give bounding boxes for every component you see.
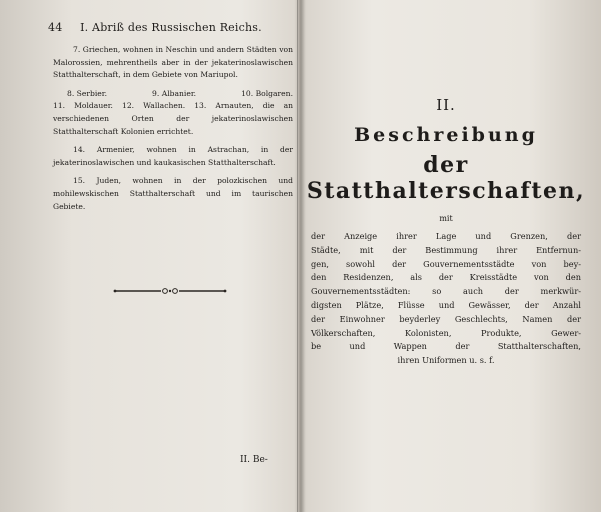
- description-line: gen, sowohl der Gouvernementsstädte von bey-: [311, 258, 581, 269]
- section-title-block: [301, 96, 591, 223]
- entry-11-13: 11. Moldauer. 12. Wallachen. 13. Arnauten, die an verschiedenen Orten der jekaterinoslawischen Statthalterschaft Kolonien errichtet.: [53, 101, 293, 136]
- title-line-2: der Statthalterschaften,: [306, 152, 586, 204]
- entry-9: 9. Albanier.: [152, 88, 197, 98]
- ornament-rule-icon: [113, 287, 227, 295]
- entry-8: 8. Serbier.: [67, 88, 107, 98]
- description-line: Gouvernementsstädten: so auch der merkwür-: [311, 286, 581, 297]
- entry-10: 10. Bolgaren.: [241, 88, 293, 98]
- running-header: [48, 21, 288, 34]
- left-page: [0, 0, 300, 512]
- entry-list: [53, 44, 293, 219]
- description-line: ihren Uniformen u. s. f.: [397, 355, 495, 366]
- catchword: II. Be-: [240, 455, 268, 465]
- entry-14: 14. Armenier, wohnen in Astrachan, in der jekaterinoslawischen und kaukasischen Statthalterschaft.: [53, 145, 293, 167]
- description-line: den Residenzen, als der Kreisstädte von den: [311, 272, 581, 283]
- entry-15: 15. Juden, wohnen in der polozkischen und mohilewskischen Statthalterschaft und im taurischen Gebiete.: [53, 176, 293, 211]
- title-line-1: Beschreibung: [354, 124, 538, 146]
- description-line: digsten Plätze, Flüsse und Gewässer, der Anzahl: [311, 299, 581, 310]
- entry-row-8-10: [53, 88, 293, 101]
- description-line: Städte, mit der Bestimmung ihrer Entfernun-: [311, 244, 581, 255]
- entry-7: 7. Griechen, wohnen in Neschin und andern Städten von Malorossien, mehrentheils aber in der jekaterinoslawischen Statthalterschaft, in dem Gebiete von Mariupol.: [53, 45, 293, 80]
- section-number: II.: [436, 96, 456, 114]
- description-line: Völkerschaften, Kolonisten, Produkte, Gewer-: [311, 327, 581, 338]
- description-line: der Einwohner beyderley Geschlechts, Namen der: [311, 313, 581, 324]
- title-connector: mit: [439, 214, 453, 223]
- running-head-title: I. Abriß des Russischen Reichs.: [80, 21, 262, 34]
- description-line: der Anzeige ihrer Lage und Grenzen, der: [311, 231, 581, 241]
- right-page: [301, 0, 601, 512]
- description-line: be und Wappen der Statthalterschaften,: [311, 341, 581, 352]
- page-number: 44: [48, 21, 63, 34]
- section-description: [311, 230, 581, 368]
